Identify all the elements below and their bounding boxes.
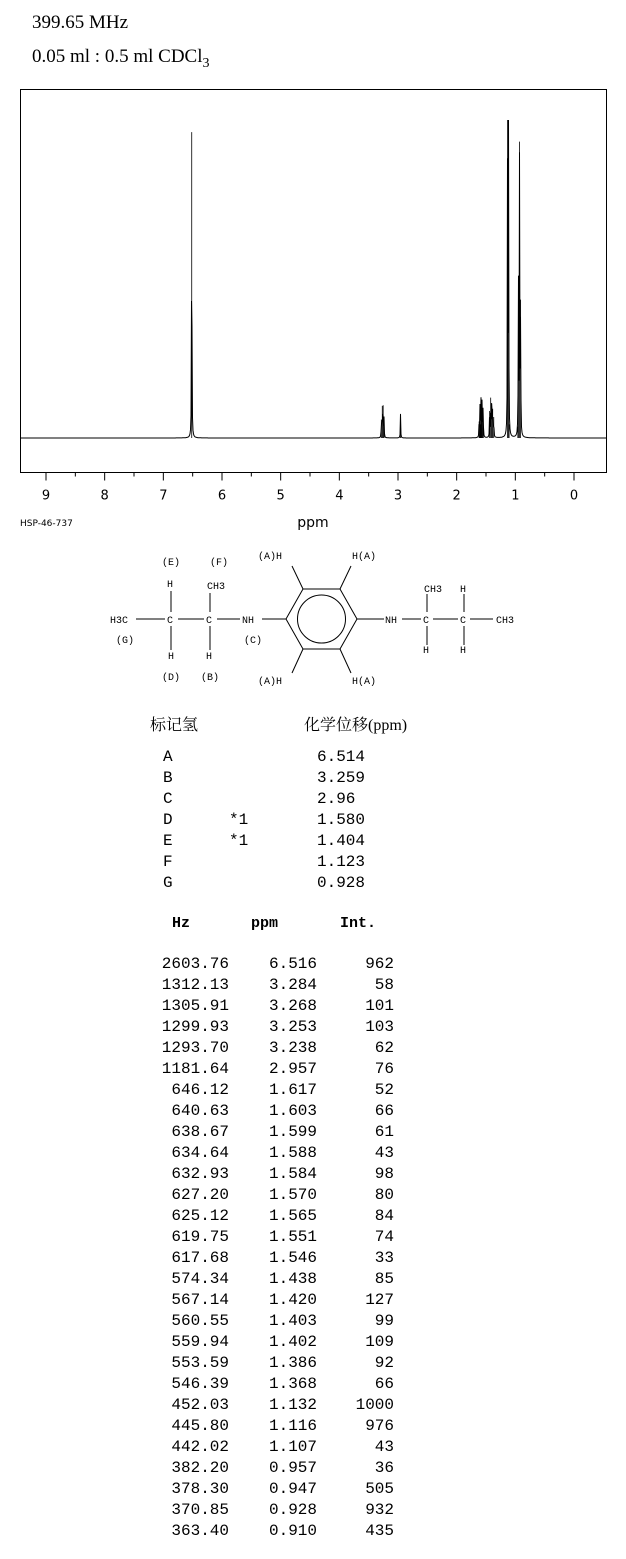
solvent-subscript: 3 xyxy=(202,55,210,71)
peak-hz: 445.80 xyxy=(171,1417,229,1435)
peak-ppm: 1.107 xyxy=(268,1438,317,1456)
assignment-note xyxy=(229,789,317,810)
peak-hz: 546.39 xyxy=(171,1375,229,1393)
peak-int: 92 xyxy=(374,1354,394,1372)
peak-int: 435 xyxy=(365,1522,394,1540)
structure-bonds xyxy=(136,566,493,673)
peak-hz: 617.68 xyxy=(171,1249,229,1267)
peak-row xyxy=(150,1164,394,1185)
x-axis-label: ppm xyxy=(297,515,329,531)
assignment-note xyxy=(229,747,317,768)
peak-ppm: 1.570 xyxy=(268,1186,317,1204)
peak-ppm: 1.584 xyxy=(268,1165,317,1183)
peak-ppm: 3.253 xyxy=(268,1018,317,1036)
assignment-note xyxy=(229,852,317,873)
peak-ppm: 0.928 xyxy=(268,1501,317,1519)
peak-row xyxy=(150,1206,394,1227)
peak-int: 66 xyxy=(374,1375,394,1393)
peak-ppm: 1.368 xyxy=(268,1375,317,1393)
peak-row xyxy=(150,954,394,975)
peak-hz: 1305.91 xyxy=(161,997,229,1015)
header-int: Int. xyxy=(340,915,377,932)
peak-int: 101 xyxy=(365,997,394,1015)
x-tick-label: 3 xyxy=(393,488,403,504)
peak-int: 43 xyxy=(374,1438,394,1456)
assignment-shift: 1.123 xyxy=(317,853,366,871)
peak-row xyxy=(150,1080,394,1101)
peak-hz: 1181.64 xyxy=(161,1060,229,1078)
peak-row xyxy=(150,1038,394,1059)
x-tick-label: 0 xyxy=(569,488,579,504)
peak-row xyxy=(150,1122,394,1143)
peak-row xyxy=(150,1059,394,1080)
label-B: (B) xyxy=(201,673,220,684)
peak-int: 98 xyxy=(374,1165,394,1183)
peak-row xyxy=(150,996,394,1017)
assignment-shift: 0.928 xyxy=(317,874,366,892)
assignment-label: D xyxy=(163,811,173,829)
spectrometer-frequency: 399.65 MHz xyxy=(32,12,129,33)
peak-int: 33 xyxy=(374,1249,394,1267)
assignment-header-shift: 化学位移(ppm) xyxy=(304,717,408,734)
peak-ppm: 1.420 xyxy=(268,1291,317,1309)
assignment-label: B xyxy=(163,769,173,787)
peak-int: 43 xyxy=(374,1144,394,1162)
peak-hz: 1299.93 xyxy=(161,1018,229,1036)
x-tick-label: 8 xyxy=(100,488,109,504)
peak-hz: 370.85 xyxy=(171,1501,229,1519)
peak-row xyxy=(150,1521,394,1542)
peak-int: 976 xyxy=(365,1417,394,1435)
peak-int: 58 xyxy=(374,976,394,994)
assignment-label: A xyxy=(163,748,173,766)
peak-row xyxy=(150,1479,394,1500)
label-H-D: H xyxy=(168,652,175,663)
peak-row xyxy=(150,1311,394,1332)
label-C3: C xyxy=(423,616,430,627)
assignment-row xyxy=(163,789,397,810)
peak-hz: 363.40 xyxy=(171,1522,229,1540)
peak-hz: 1293.70 xyxy=(161,1039,229,1057)
peak-hz: 625.12 xyxy=(171,1207,229,1225)
peak-row xyxy=(150,1017,394,1038)
peak-hz: 640.63 xyxy=(171,1102,229,1120)
peak-int: 99 xyxy=(374,1312,394,1330)
peak-ppm: 1.603 xyxy=(268,1102,317,1120)
peak-ppm: 1.599 xyxy=(268,1123,317,1141)
peak-ppm: 3.284 xyxy=(268,976,317,994)
label-A-top-right: H(A) xyxy=(352,552,377,563)
peak-row xyxy=(150,1269,394,1290)
label-F: (F) xyxy=(210,558,229,569)
peak-hz: 638.67 xyxy=(171,1123,229,1141)
peak-row xyxy=(150,1101,394,1122)
peak-ppm: 1.551 xyxy=(268,1228,317,1246)
peak-row xyxy=(150,975,394,996)
assignment-row xyxy=(163,873,397,894)
peak-hz: 452.03 xyxy=(171,1396,229,1414)
header-ppm: ppm xyxy=(251,915,279,932)
assignment-shift: 3.259 xyxy=(317,769,366,787)
label-A-bottom-left: (A)H xyxy=(258,677,283,688)
assignment-shift: 1.404 xyxy=(317,832,366,850)
peak-int: 84 xyxy=(374,1207,394,1225)
peak-row xyxy=(150,1500,394,1521)
label-CH3-end: CH3 xyxy=(496,616,515,627)
peak-ppm: 1.588 xyxy=(268,1144,317,1162)
assignment-row xyxy=(163,810,397,831)
peak-int: 74 xyxy=(374,1228,394,1246)
x-tick-label: 7 xyxy=(159,488,168,504)
peak-int: 62 xyxy=(374,1039,394,1057)
peak-hz: 442.02 xyxy=(171,1438,229,1456)
label-H-E: H xyxy=(167,580,174,591)
peak-row xyxy=(150,1353,394,1374)
peak-row xyxy=(150,1248,394,1269)
header-hz: Hz xyxy=(172,915,191,932)
label-H-right-bottom-2: H xyxy=(460,646,467,657)
label-E: (E) xyxy=(162,558,181,569)
peak-ppm: 3.238 xyxy=(268,1039,317,1057)
label-H3C: H3C xyxy=(110,616,129,627)
peak-row xyxy=(150,1185,394,1206)
peak-hz: 634.64 xyxy=(171,1144,229,1162)
label-CH3-right: CH3 xyxy=(424,585,443,596)
peak-ppm: 0.910 xyxy=(268,1522,317,1540)
peak-int: 36 xyxy=(374,1459,394,1477)
peak-ppm: 1.438 xyxy=(268,1270,317,1288)
peak-hz: 627.20 xyxy=(171,1186,229,1204)
assignment-note xyxy=(229,768,317,789)
x-tick-label: 2 xyxy=(452,488,461,504)
peak-int: 76 xyxy=(374,1060,394,1078)
peak-hz: 567.14 xyxy=(171,1291,229,1309)
peak-list-table xyxy=(150,954,394,1542)
label-H-right-top: H xyxy=(460,585,467,596)
solvent-text: 0.05 ml : 0.5 ml CDCl xyxy=(32,46,203,67)
peak-hz: 382.20 xyxy=(171,1459,229,1477)
peak-ppm: 1.565 xyxy=(268,1207,317,1225)
label-C: (C) xyxy=(244,636,263,647)
peak-hz: 574.34 xyxy=(171,1270,229,1288)
label-A-top-left: (A)H xyxy=(258,552,283,563)
peak-ppm: 2.957 xyxy=(268,1060,317,1078)
x-tick-label: 6 xyxy=(217,488,227,504)
peak-ppm: 1.132 xyxy=(268,1396,317,1414)
assignment-row xyxy=(163,768,397,789)
peak-hz: 559.94 xyxy=(171,1333,229,1351)
assignment-table xyxy=(163,747,397,894)
peak-ppm: 1.386 xyxy=(268,1354,317,1372)
peak-row xyxy=(150,1143,394,1164)
peak-hz: 1312.13 xyxy=(161,976,229,994)
assignment-row xyxy=(163,747,397,768)
peak-row xyxy=(150,1374,394,1395)
peak-ppm: 1.116 xyxy=(268,1417,317,1435)
peak-hz: 646.12 xyxy=(171,1081,229,1099)
peak-int: 505 xyxy=(365,1480,394,1498)
peak-row xyxy=(150,1458,394,1479)
peak-ppm: 0.947 xyxy=(268,1480,317,1498)
label-C4: C xyxy=(460,616,467,627)
peak-row xyxy=(150,1416,394,1437)
x-tick-label: 5 xyxy=(276,488,285,504)
peak-ppm: 1.617 xyxy=(268,1081,317,1099)
assignment-row xyxy=(163,852,397,873)
peak-row xyxy=(150,1437,394,1458)
label-C2: C xyxy=(206,616,213,627)
x-tick-label: 9 xyxy=(41,488,51,504)
peak-ppm: 1.546 xyxy=(268,1249,317,1267)
assignment-shift: 2.96 xyxy=(317,790,356,808)
label-A-bottom-right: H(A) xyxy=(352,677,377,688)
peak-int: 103 xyxy=(365,1018,394,1036)
label-H-right-bottom-1: H xyxy=(423,646,430,657)
peak-hz: 553.59 xyxy=(171,1354,229,1372)
x-tick-label: 1 xyxy=(511,488,520,504)
assignment-note: *1 xyxy=(229,832,249,850)
label-NH-right: NH xyxy=(385,616,398,627)
peak-ppm: 6.516 xyxy=(268,955,317,973)
assignment-shift: 1.580 xyxy=(317,811,366,829)
peak-ppm: 3.268 xyxy=(268,997,317,1015)
assignment-header-label: 标记氢 xyxy=(150,717,199,734)
peak-hz: 560.55 xyxy=(171,1312,229,1330)
assignment-shift: 6.514 xyxy=(317,748,366,766)
label-NH-left: NH xyxy=(242,616,255,627)
peak-hz: 378.30 xyxy=(171,1480,229,1498)
assignment-label: F xyxy=(163,853,173,871)
peak-ppm: 1.403 xyxy=(268,1312,317,1330)
assignment-label: E xyxy=(163,832,173,850)
peak-int: 52 xyxy=(374,1081,394,1099)
assignment-label: G xyxy=(163,874,173,892)
peak-hz: 619.75 xyxy=(171,1228,229,1246)
peak-row xyxy=(150,1227,394,1248)
label-G: (G) xyxy=(116,636,135,647)
assignment-label: C xyxy=(163,790,173,808)
peak-int: 85 xyxy=(374,1270,394,1288)
assignment-row xyxy=(163,831,397,852)
peak-int: 61 xyxy=(374,1123,394,1141)
peak-int: 127 xyxy=(365,1291,394,1309)
chemical-structure xyxy=(0,0,626,700)
peak-int: 80 xyxy=(374,1186,394,1204)
peak-int: 109 xyxy=(365,1333,394,1351)
peak-int: 1000 xyxy=(355,1396,394,1414)
label-C1: C xyxy=(167,616,174,627)
label-CH3-F: CH3 xyxy=(207,582,226,593)
label-D: (D) xyxy=(162,673,181,684)
assignment-note: *1 xyxy=(229,811,249,829)
peak-hz: 2603.76 xyxy=(161,955,229,973)
assignment-note xyxy=(229,873,317,894)
peak-row xyxy=(150,1290,394,1311)
x-tick-label: 4 xyxy=(335,488,344,504)
peak-int: 932 xyxy=(365,1501,394,1519)
peak-ppm: 1.402 xyxy=(268,1333,317,1351)
peak-int: 962 xyxy=(365,955,394,973)
label-H-B: H xyxy=(206,652,213,663)
peak-row xyxy=(150,1395,394,1416)
peak-int: 66 xyxy=(374,1102,394,1120)
peak-ppm: 0.957 xyxy=(268,1459,317,1477)
peak-hz: 632.93 xyxy=(171,1165,229,1183)
peak-row xyxy=(150,1332,394,1353)
spectrum-code: HSP-46-737 xyxy=(20,519,73,529)
